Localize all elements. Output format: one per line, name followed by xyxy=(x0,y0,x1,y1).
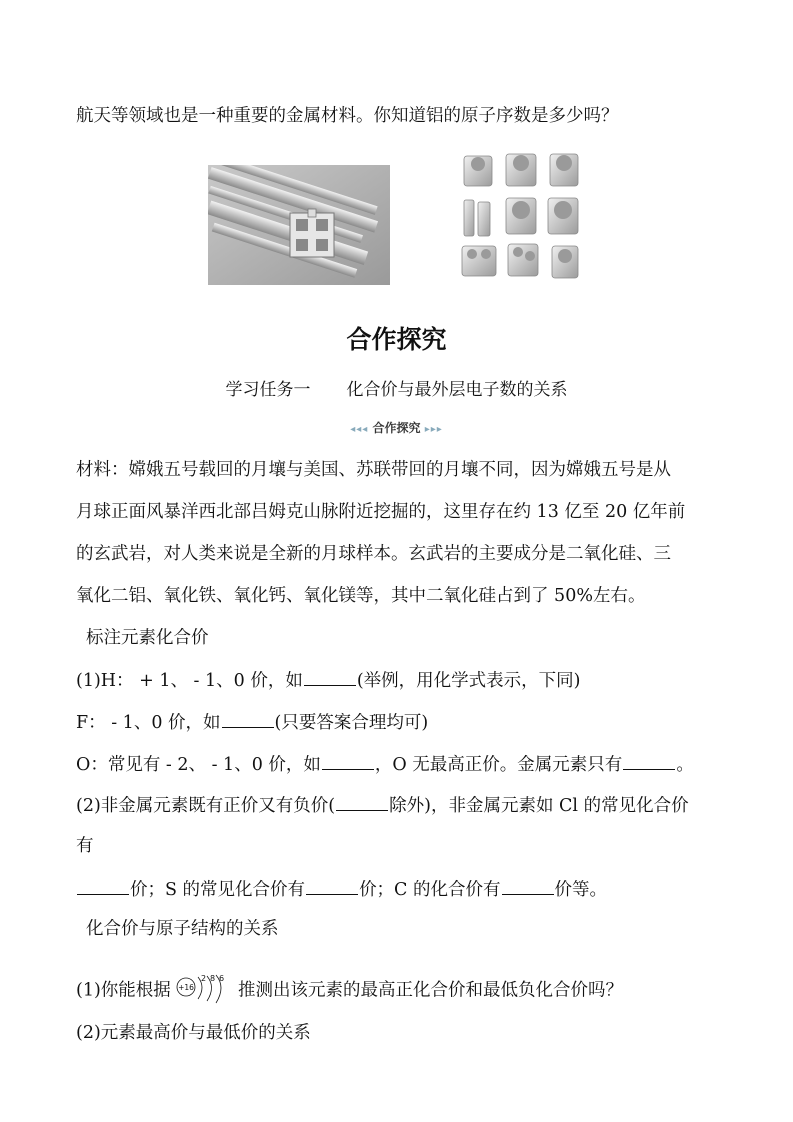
exception-answer-blank[interactable] xyxy=(336,792,388,811)
material-line-3: 的玄武岩，对人类来说是全新的月球样本。玄武岩的主要成分是二氧化硅、三 xyxy=(76,544,671,564)
o-valence-line xyxy=(76,751,694,777)
h-valence-text: (1)H： + 1、 - 1、0 价，如 xyxy=(76,671,303,691)
nonmetal-question-continued: 有 xyxy=(76,836,94,856)
o-line-end: 。 xyxy=(676,755,694,775)
s-valence-text: 价；S 的常见化合价有 xyxy=(130,880,306,900)
banner-right-arrows: ▸▸▸ xyxy=(424,424,443,435)
banner-label: 合作探究 xyxy=(372,421,421,435)
part2-heading: 化合价与原子结构的关系 xyxy=(86,919,279,939)
material-line-2: 月球正面风暴洋西北部吕姆克山脉附近挖掘的，这里存在约 13 亿至 20 亿年前 xyxy=(76,502,686,522)
h-valence-note: (举例，用化学式表示，下同) xyxy=(356,671,581,691)
cooperation-banner xyxy=(0,419,793,436)
cl-answer-blank[interactable] xyxy=(77,876,129,895)
cl-question-text: 除外)，非金属元素如 Cl 的常见化合价 xyxy=(389,796,689,816)
section-title: 合作探究 xyxy=(346,325,447,354)
cylinder-profiles-image xyxy=(458,150,583,282)
task-title: 化合价与最外层电子数的关系 xyxy=(346,380,568,400)
atom-question-line xyxy=(76,971,623,1011)
material-line-4: 氧化二铝、氧化铁、氧化钙、氧化镁等，其中二氧化硅占到了 50%左右。 xyxy=(76,586,646,606)
o-valence-note: ，O 无最高正价。金属元素只有 xyxy=(374,755,623,775)
c-valence-text: 价；C 的化合价有 xyxy=(359,880,501,900)
shell-3-count: 6 xyxy=(219,974,225,983)
atom-nucleus-label: +16 xyxy=(178,983,195,992)
relation-question: (2)元素最高价与最低价的关系 xyxy=(76,1023,311,1043)
nonmetal-question-text: (2)非金属元素既有正价又有负价( xyxy=(76,796,336,816)
atom-structure-diagram xyxy=(176,971,232,1011)
valence-line-end: 价等。 xyxy=(554,880,608,900)
task-label: 学习任务一 xyxy=(225,380,311,400)
f-valence-note: (只要答案合理均可) xyxy=(274,713,429,733)
nonmetal-question-line xyxy=(76,792,689,818)
f-answer-blank[interactable] xyxy=(222,709,274,728)
task-heading xyxy=(0,375,793,400)
c-answer-blank[interactable] xyxy=(502,876,554,895)
atom-question-rest: 推测出该元素的最高正化合价和最低负化合价吗？ xyxy=(237,980,623,1001)
intro-text: 航天等领域也是一种重要的金属材料。你知道铝的原子序数是多少吗？ xyxy=(76,106,619,126)
o-answer-blank[interactable] xyxy=(322,751,374,770)
part1-heading: 标注元素化合价 xyxy=(86,628,209,648)
h-answer-blank[interactable] xyxy=(304,667,356,686)
aluminum-profiles-image xyxy=(208,165,390,285)
material-line-1: 材料：嫦娥五号载回的月壤与美国、苏联带回的月壤不同，因为嫦娥五号是从 xyxy=(76,460,671,480)
f-valence-text: F： - 1、0 价，如 xyxy=(76,713,221,733)
banner-left-arrows: ◂◂◂ xyxy=(350,424,369,435)
o-valence-text: O：常见有 - 2、 - 1、0 价，如 xyxy=(76,755,321,775)
atom-question-text: (1)你能根据 xyxy=(76,980,171,1001)
valence-answers-line xyxy=(76,876,607,902)
h-valence-line xyxy=(76,667,581,693)
shell-2-count: 8 xyxy=(210,974,216,983)
metal-answer-blank[interactable] xyxy=(623,751,675,770)
f-valence-line xyxy=(76,709,428,735)
shell-1-count: 2 xyxy=(201,974,207,983)
s-answer-blank[interactable] xyxy=(306,876,358,895)
